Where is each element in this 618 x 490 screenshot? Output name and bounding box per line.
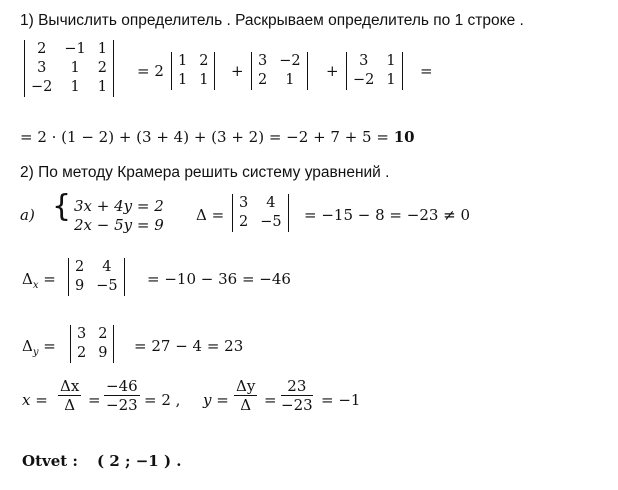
det-cell: −2 bbox=[279, 53, 301, 69]
delta-label: Δ = bbox=[196, 206, 225, 224]
det-cell: 2 bbox=[239, 214, 249, 230]
minor-2 bbox=[251, 52, 308, 90]
det-cell: −2 bbox=[353, 72, 375, 88]
equals-sign: = bbox=[420, 62, 433, 80]
x-eq: = bbox=[88, 391, 101, 409]
det-cell: 1 bbox=[178, 72, 188, 88]
minor-1 bbox=[171, 52, 215, 90]
x-frac-values bbox=[104, 377, 140, 415]
main-determinant bbox=[24, 40, 114, 97]
det-cell: 1 bbox=[386, 72, 396, 88]
task1-heading: 1) Вычислить определитель . Раскрываем определитель по 1 строке . bbox=[20, 12, 524, 29]
det-cell: 9 bbox=[98, 345, 108, 361]
det-cell: 3 bbox=[77, 326, 87, 342]
det-cell: 1 bbox=[386, 53, 396, 69]
y-result: = −1 bbox=[321, 391, 361, 409]
delta-result: = −15 − 8 = −23 ≠ 0 bbox=[304, 206, 471, 224]
result-value: 10 bbox=[393, 128, 415, 146]
x-frac-delta-den: Δ bbox=[64, 396, 76, 414]
det-cell: 2 bbox=[77, 345, 87, 361]
task1-result-line bbox=[20, 128, 415, 146]
det-cell: −2 bbox=[31, 79, 53, 95]
delta-x-label bbox=[22, 270, 56, 291]
delta-x-result: = −10 − 36 = −46 bbox=[147, 270, 291, 288]
det-cell: 1 bbox=[70, 60, 80, 76]
x-lhs-text: x = bbox=[22, 391, 48, 409]
det-cell: −5 bbox=[260, 214, 282, 230]
plus-sign: + bbox=[326, 62, 339, 80]
det-cell: 1 bbox=[97, 41, 107, 57]
det-cell: 3 bbox=[359, 53, 369, 69]
delta-y-eq: = bbox=[43, 337, 56, 355]
det-cell: 2 bbox=[258, 72, 268, 88]
x-frac-values-num: −46 bbox=[106, 377, 138, 395]
part-label bbox=[20, 206, 35, 224]
delta-x-eq: = bbox=[43, 270, 56, 288]
det-cell: 3 bbox=[37, 60, 47, 76]
delta-x-sub: x bbox=[32, 280, 39, 291]
y-eq: = bbox=[264, 391, 277, 409]
x-frac-delta-num: Δx bbox=[60, 377, 80, 395]
part-label-text: a) bbox=[20, 206, 35, 224]
det-cell: 1 bbox=[70, 79, 80, 95]
system-brace: { bbox=[52, 189, 72, 224]
equation-a: 3x + 4y = 2 bbox=[74, 197, 164, 215]
y-frac-values-num: 23 bbox=[281, 377, 313, 396]
delta-determinant bbox=[232, 194, 289, 232]
delta-y-label bbox=[22, 337, 56, 358]
det-cell: 4 bbox=[102, 259, 112, 275]
y-lhs-text: y = bbox=[203, 391, 229, 409]
det-cell: 2 bbox=[97, 60, 107, 76]
y-frac-delta-num: Δy bbox=[236, 377, 256, 395]
equation-b: 2x − 5y = 9 bbox=[74, 216, 164, 234]
det-cell: 2 bbox=[37, 41, 47, 57]
delta-y-sub: y bbox=[32, 347, 39, 358]
delta-y-determinant bbox=[70, 325, 114, 363]
x-result: = 2 , bbox=[144, 391, 181, 409]
y-frac-delta bbox=[234, 377, 257, 415]
equals-two: = 2 bbox=[137, 62, 164, 80]
det-cell: 9 bbox=[75, 278, 85, 294]
det-cell: 2 bbox=[199, 53, 209, 69]
det-cell: −5 bbox=[96, 278, 118, 294]
delta-y-symbol: Δ bbox=[22, 337, 33, 355]
det-cell: 2 bbox=[75, 259, 85, 275]
det-cell: 4 bbox=[266, 195, 276, 211]
delta-x-determinant bbox=[68, 258, 125, 296]
plus-sign: + bbox=[231, 62, 244, 80]
det-cell: 2 bbox=[98, 326, 108, 342]
det-cell: 1 bbox=[285, 72, 295, 88]
minor-3 bbox=[346, 52, 403, 90]
y-lhs bbox=[203, 391, 229, 409]
det-cell: 3 bbox=[239, 195, 249, 211]
delta-y-result: = 27 − 4 = 23 bbox=[134, 337, 244, 355]
x-lhs bbox=[22, 391, 48, 409]
y-frac-values-den: −23 bbox=[281, 396, 313, 414]
det-cell: −1 bbox=[64, 41, 86, 57]
answer-value: ( 2 ; −1 ) . bbox=[97, 452, 182, 470]
det-cell: 1 bbox=[178, 53, 188, 69]
y-frac-values bbox=[281, 377, 313, 415]
x-frac-values-den: −23 bbox=[106, 396, 138, 414]
det-cell: 1 bbox=[97, 79, 107, 95]
answer-label: Otvet : bbox=[22, 452, 78, 470]
det-cell: 1 bbox=[199, 72, 209, 88]
y-frac-delta-den: Δ bbox=[240, 396, 252, 414]
x-frac-delta bbox=[58, 377, 81, 415]
det-cell: 3 bbox=[258, 53, 268, 69]
task2-heading: 2) По методу Крамера решить систему уравнений . bbox=[20, 164, 390, 181]
result-expression: = 2 · (1 − 2) + (3 + 4) + (3 + 2) = −2 + 7 + 5 = bbox=[20, 128, 394, 146]
delta-x-symbol: Δ bbox=[22, 270, 33, 288]
